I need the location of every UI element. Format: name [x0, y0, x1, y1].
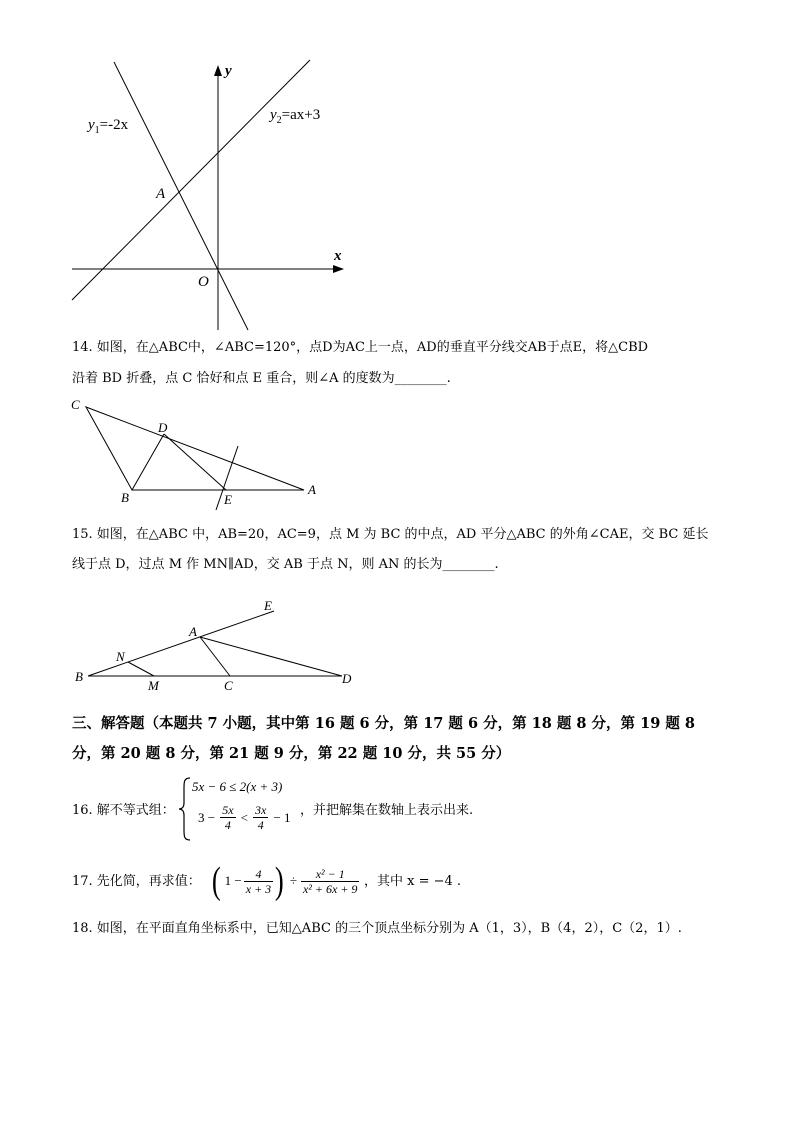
point-e-label: E — [264, 598, 272, 613]
inequality-2 — [198, 803, 291, 832]
y-axis-arrow-icon — [214, 65, 222, 76]
segment-ad — [200, 637, 342, 676]
line-y1 — [114, 62, 248, 330]
vertex-b-label: B — [121, 490, 129, 505]
question-16-suffix: ，并把解集在数轴上表示出来. — [300, 803, 474, 818]
section-3-heading-line-1: 三、解答题（本题共 7 小题，其中第 16 题 6 分，第 17 题 6 分，第 18 题 8 分，第 19 题 8 — [72, 715, 695, 732]
question-15-line-2: 线于点 D，过点 M 作 MN∥AD，交 AB 于点 N，则 AN 的长为________. — [72, 557, 499, 572]
vertex-a-label: A — [308, 482, 316, 497]
point-d-label: D — [158, 420, 168, 435]
point-n-label: N — [116, 649, 125, 664]
x-axis-label: x — [334, 248, 342, 264]
less-than-sign: < — [240, 810, 248, 825]
question-17-prefix: 17. 先化简，再求值： — [72, 874, 201, 889]
y2-equation-label: $y_2=ax+3$ — [270, 107, 321, 126]
vertex-c-label: C — [71, 397, 80, 412]
question-17-expression — [210, 858, 359, 904]
point-e-label: E — [224, 492, 232, 507]
point-m-label: M — [148, 678, 159, 693]
question-14-line-2: 沿着 BD 折叠，点 C 恰好和点 E 重合，则∠A 的度数为________. — [72, 371, 451, 386]
question-16-prefix: 16. 解不等式组： — [72, 803, 175, 818]
segment-bd — [132, 434, 164, 490]
segment-de — [164, 434, 226, 490]
vertex-c-label: C — [224, 678, 233, 693]
vertex-a-label: A — [189, 624, 197, 639]
fraction-4-over-x-plus-3: $\frac{4}{x + 3}$ — [245, 866, 272, 896]
segment-be — [88, 611, 274, 676]
fraction-3x-over-4: $\frac{3x}{4}$ — [255, 803, 267, 832]
left-paren-icon: ( — [211, 860, 221, 902]
system-brace-icon — [178, 776, 192, 842]
inequality-2-left: 3 − — [198, 810, 216, 825]
figure-13-coordinate-graph — [60, 55, 360, 340]
figure-14-triangle — [66, 392, 336, 510]
point-d-label: D — [342, 671, 352, 686]
segment-ac — [200, 637, 230, 676]
triangle-abc — [86, 407, 304, 490]
question-15-line-1: 15. 如图，在△ABC 中，AB=20，AC=9，点 M 为 BC 的中点，AD 平分△ABC 的外角∠CAE，交 BC 延长 — [72, 527, 709, 542]
line-y2 — [72, 60, 310, 300]
y-axis-label: y — [225, 63, 232, 79]
division-sign: ÷ — [289, 873, 297, 888]
question-18-line-1: 18. 如图，在平面直角坐标系中，已知△ABC 的三个顶点坐标分别为 A（1，3），B（4，2），C（2，1）. — [72, 921, 682, 936]
one-minus: 1 − — [224, 873, 242, 888]
fraction-x2-minus-1-over-quadratic: $\frac{\text{x² − 1}}{\text{x² + 6x + 9}}$ — [302, 866, 358, 896]
inequality-2-right: − 1 — [273, 810, 291, 825]
x-axis-arrow-icon — [333, 265, 344, 273]
question-17-suffix: ，其中 x = −4 . — [364, 874, 462, 889]
point-a-label: A — [156, 186, 166, 202]
figure-15-triangle — [70, 596, 360, 694]
origin-label: O — [198, 274, 209, 290]
fraction-5x-over-4: $\frac{5x}{4}$ — [222, 803, 234, 832]
vertex-b-label: B — [75, 669, 83, 684]
section-3-heading-line-2: 分，第 20 题 8 分，第 21 题 9 分，第 22 题 10 分，共 55 分） — [72, 745, 511, 762]
y1-equation-label: $y_1=-2x$ — [88, 117, 129, 136]
right-paren-icon: ) — [275, 860, 284, 902]
segment-mn — [128, 662, 154, 676]
inequality-1: 5x − 6 ≤ 2(x + 3) — [192, 779, 283, 794]
question-14-line-1: 14. 如图，在△ABC中，∠ABC=120°，点D为AC上一点，AD的垂直平分线交AB于点E，将△CBD — [72, 340, 649, 355]
